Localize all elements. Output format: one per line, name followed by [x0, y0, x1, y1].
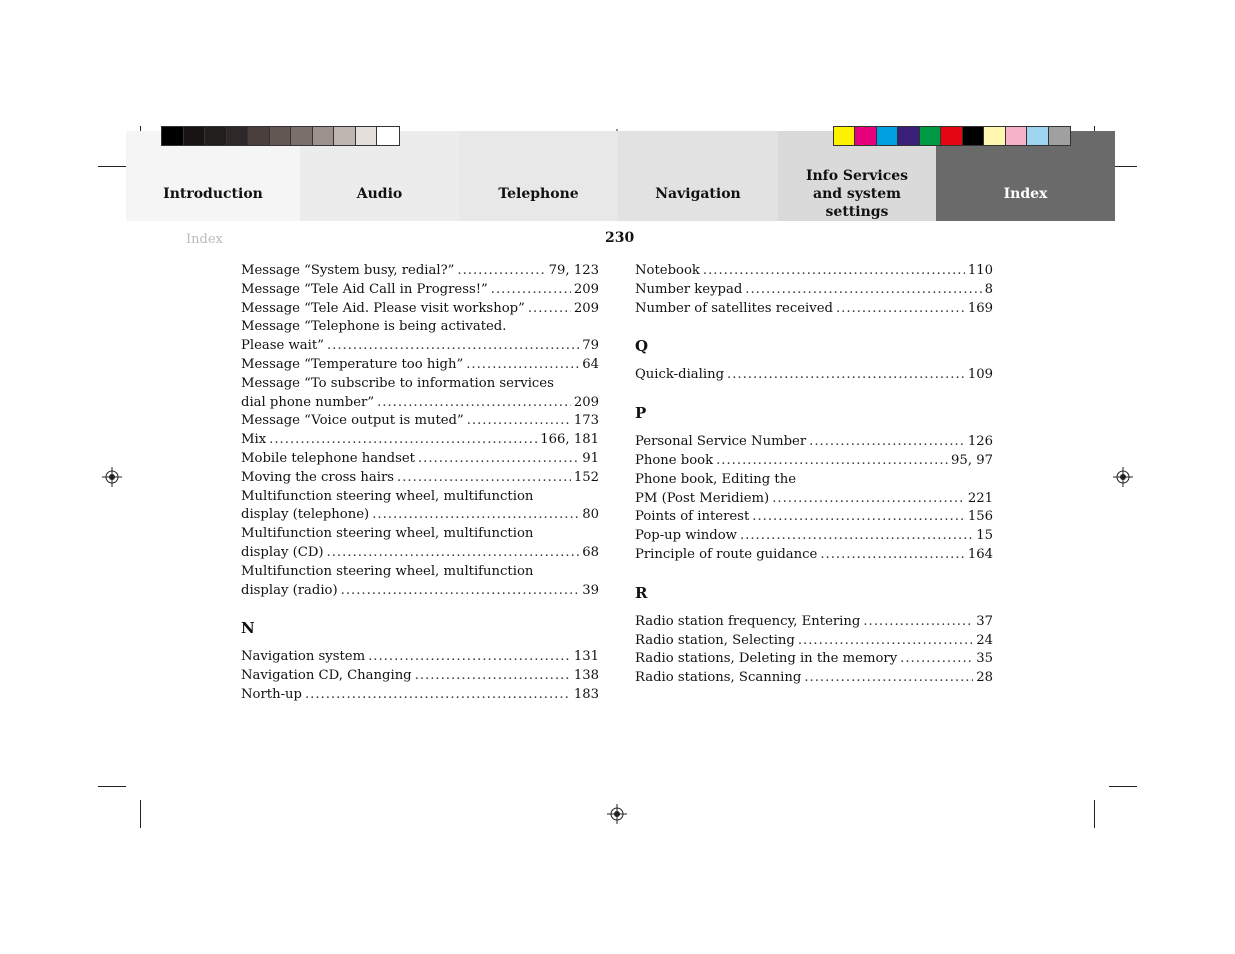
crop-mark: [1109, 786, 1137, 787]
index-entry-term: Radio stations, Scanning: [635, 670, 802, 686]
dot-leader: [804, 669, 973, 688]
index-letter-heading: P: [635, 404, 647, 423]
crop-mark: [1094, 800, 1095, 828]
color-swatch: [1006, 127, 1027, 145]
index-entry: [241, 450, 599, 469]
index-entry-line: Multifunction steering wheel, multifunction: [241, 563, 534, 579]
index-entry: [635, 669, 993, 688]
dot-leader: [745, 281, 981, 300]
index-entry-term: Phone book: [635, 452, 714, 468]
index-entry-term: display (telephone): [241, 507, 370, 523]
dot-leader: [327, 544, 580, 563]
index-entry-page[interactable]: 110: [967, 263, 993, 278]
dot-leader: [716, 452, 948, 471]
index-entry-page[interactable]: 126: [967, 434, 993, 450]
index-entry-line: Phone book, Editing the: [635, 471, 797, 487]
index-entry-page[interactable]: 166, 181: [540, 432, 599, 448]
index-entry-term: Points of interest: [635, 509, 750, 525]
index-entry-term: Message “Tele Aid. Please visit workshop”: [241, 300, 525, 316]
dot-leader: [727, 366, 965, 385]
index-entry: [635, 366, 993, 385]
index-entry: [241, 544, 599, 563]
crop-mark: [140, 800, 141, 828]
index-entry: [635, 546, 993, 565]
color-swatch: [313, 127, 335, 145]
index-entry-term: Message “System busy, redial?”: [241, 263, 455, 278]
index-entry: [241, 356, 599, 375]
index-entry-term: Number keypad: [635, 281, 743, 297]
dot-leader: [863, 613, 973, 632]
index-letter-heading: N: [241, 619, 255, 638]
index-entry-page[interactable]: 91: [582, 450, 599, 466]
index-entry: [635, 613, 993, 632]
index-entry-page[interactable]: 68: [582, 544, 599, 560]
dot-leader: [418, 450, 579, 469]
index-entry-term: dial phone number”: [241, 394, 375, 410]
dot-leader: [341, 582, 580, 601]
index-entry-term: Message “Temperature too high”: [241, 356, 464, 372]
index-entry-page[interactable]: 209: [573, 394, 599, 410]
index-entry-page[interactable]: 164: [967, 546, 993, 562]
index-entry-page[interactable]: 169: [967, 300, 993, 316]
tab-navigation[interactable]: Navigation: [618, 131, 778, 221]
index-entry-page[interactable]: 35: [976, 651, 993, 667]
index-entry-term: Moving the cross hairs: [241, 469, 395, 485]
index-entry-line: Multifunction steering wheel, multifunction: [241, 488, 534, 504]
index-entry-term: Radio stations, Deleting in the memory: [635, 651, 898, 667]
index-entry: [241, 506, 599, 525]
color-swatch: [334, 127, 356, 145]
tab-info-services[interactable]: Info Services and system settings: [778, 131, 936, 221]
index-entry: [241, 667, 599, 686]
color-swatch: [834, 127, 855, 145]
index-entry-term: Please wait”: [241, 338, 324, 354]
color-swatch: [1049, 127, 1070, 145]
color-swatch: [377, 127, 399, 145]
color-swatch: [291, 127, 313, 145]
index-entry-term: Radio station, Selecting: [635, 632, 795, 648]
color-swatch: [270, 127, 292, 145]
index-entry-page[interactable]: 138: [573, 668, 599, 684]
dot-leader: [269, 431, 537, 450]
index-entry-page[interactable]: 156: [967, 509, 993, 525]
index-entry-term: Message “Voice output is muted”: [241, 413, 464, 429]
index-entry-page[interactable]: 80: [582, 507, 599, 523]
dot-leader: [415, 667, 571, 686]
dot-leader: [372, 506, 579, 525]
index-entry-page[interactable]: 209: [573, 300, 599, 316]
index-entry-line: Multifunction steering wheel, multifunction: [241, 526, 534, 542]
index-entry-term: Navigation system: [241, 649, 366, 665]
index-entry: [241, 281, 599, 300]
dot-leader: [528, 300, 571, 319]
dot-leader: [703, 262, 965, 281]
dot-leader: [809, 433, 965, 452]
crop-mark: [98, 786, 126, 787]
index-entry-page[interactable]: 152: [573, 469, 599, 485]
color-swatch: [356, 127, 378, 145]
registration-mark-icon: [607, 804, 627, 824]
index-entry: [241, 648, 599, 667]
index-entry-line: Message “Telephone is being activated.: [241, 319, 507, 335]
index-entry-term: Message “Tele Aid Call in Progress!”: [241, 281, 488, 297]
dot-leader: [740, 527, 973, 546]
color-swatch: [1027, 127, 1048, 145]
index-entry-page[interactable]: 15: [976, 528, 993, 544]
dot-leader: [467, 412, 571, 431]
dot-leader: [836, 300, 965, 319]
index-entry-page[interactable]: 79: [582, 338, 599, 354]
color-swatch: [877, 127, 898, 145]
index-entry-term: Mobile telephone handset: [241, 450, 415, 466]
color-swatch: [984, 127, 1005, 145]
tab-index[interactable]: Index: [936, 131, 1115, 221]
color-swatch: [248, 127, 270, 145]
dot-leader: [772, 490, 965, 509]
dot-leader: [798, 632, 973, 651]
index-entry: [635, 262, 993, 281]
crop-mark: [98, 166, 126, 167]
index-entry: [635, 300, 993, 319]
index-entry-line: Message “To subscribe to information services: [241, 375, 554, 391]
index-entry: [241, 431, 599, 450]
dot-leader: [368, 648, 571, 667]
dot-leader: [305, 686, 571, 705]
index-entry: [635, 650, 993, 669]
index-entry-term: Navigation CD, Changing: [241, 668, 412, 684]
index-entry-term: Notebook: [635, 263, 700, 278]
section-label: Index: [186, 232, 223, 247]
dot-leader: [820, 546, 964, 565]
color-swatch: [855, 127, 876, 145]
registration-mark-icon: [102, 467, 122, 487]
dot-leader: [900, 650, 973, 669]
dot-leader: [466, 356, 579, 375]
index-entry-page[interactable]: 79, 123: [548, 263, 599, 278]
index-entry-term: Radio station frequency, Entering: [635, 613, 861, 629]
process-color-bar: [833, 126, 1071, 146]
dot-leader: [491, 281, 571, 300]
dot-leader: [327, 337, 579, 356]
dot-leader: [397, 469, 571, 488]
index-entry: [635, 527, 993, 546]
tab-audio[interactable]: Audio: [300, 131, 459, 221]
index-entry: [241, 337, 599, 356]
index-column-left: [241, 262, 599, 705]
index-entry-page[interactable]: 39: [582, 582, 599, 598]
index-entry-term: Number of satellites received: [635, 300, 833, 316]
index-entry-term: North-up: [241, 686, 302, 702]
index-entry-page[interactable]: 109: [967, 367, 993, 383]
index-entry-term: Mix: [241, 432, 267, 448]
index-entry: [241, 412, 599, 431]
color-swatch: [963, 127, 984, 145]
index-entry: [635, 490, 993, 509]
color-swatch: [227, 127, 249, 145]
index-entry-term: PM (Post Meridiem): [635, 490, 770, 506]
index-entry-page[interactable]: 28: [976, 670, 993, 686]
index-entry: [635, 508, 993, 527]
grayscale-color-bar: [161, 126, 400, 146]
index-entry-page[interactable]: 24: [976, 632, 993, 648]
index-entry: [241, 262, 599, 281]
dot-leader: [377, 394, 571, 413]
index-entry-term: Pop-up window: [635, 528, 737, 544]
index-entry-term: Personal Service Number: [635, 434, 807, 450]
index-entry-page[interactable]: 64: [582, 356, 599, 372]
index-entry-term: Principle of route guidance: [635, 546, 818, 562]
page-number: 230: [605, 230, 635, 246]
tab-introduction[interactable]: Introduction: [126, 131, 300, 221]
color-swatch: [184, 127, 206, 145]
index-entry: [635, 433, 993, 452]
index-entry-page[interactable]: 8: [984, 281, 993, 297]
dot-leader: [752, 508, 965, 527]
index-entry: [241, 686, 599, 705]
index-entry: [635, 452, 993, 471]
index-entry-page[interactable]: 173: [573, 413, 599, 429]
index-entry-term: Quick-dialing: [635, 367, 725, 383]
index-entry: [635, 281, 993, 300]
dot-leader: [457, 262, 545, 281]
color-swatch: [162, 127, 184, 145]
index-entry: [241, 469, 599, 488]
index-entry: [241, 582, 599, 601]
color-swatch: [205, 127, 227, 145]
registration-mark-icon: [1113, 467, 1133, 487]
index-entry-page[interactable]: 221: [967, 490, 993, 506]
index-entry-term: display (CD): [241, 544, 324, 560]
color-swatch: [920, 127, 941, 145]
index-entry-page[interactable]: 37: [976, 613, 993, 629]
index-entry: [241, 394, 599, 413]
index-entry-page[interactable]: 95, 97: [951, 452, 993, 468]
color-swatch: [898, 127, 919, 145]
index-entry-page[interactable]: 131: [573, 649, 599, 665]
index-entry-page[interactable]: 209: [573, 281, 599, 297]
index-entry-page[interactable]: 183: [573, 686, 599, 702]
tab-telephone[interactable]: Telephone: [459, 131, 618, 221]
index-entry: [635, 632, 993, 651]
index-entry: [241, 300, 599, 319]
index-column-right: [635, 262, 993, 688]
index-entry-term: display (radio): [241, 582, 338, 598]
index-letter-heading: Q: [635, 337, 649, 356]
color-swatch: [941, 127, 962, 145]
index-letter-heading: R: [635, 583, 648, 602]
